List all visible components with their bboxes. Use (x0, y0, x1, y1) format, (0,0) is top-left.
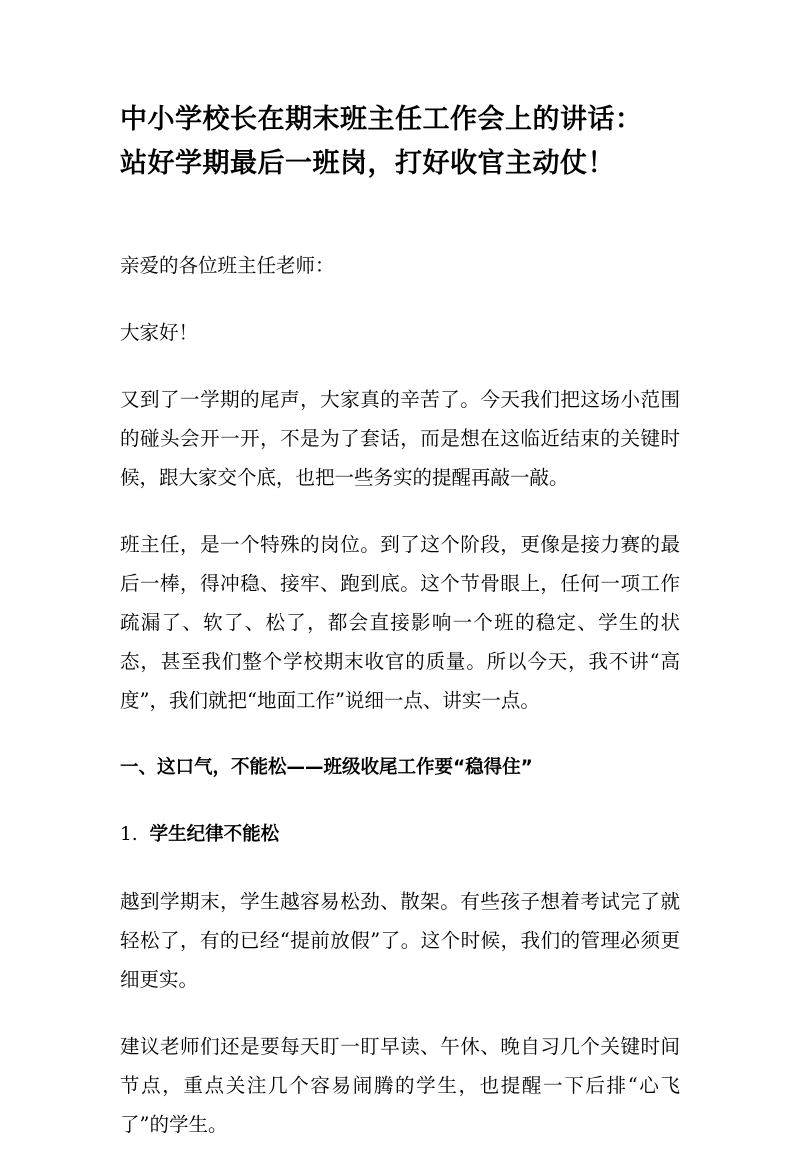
salutation: 亲爱的各位班主任老师： (120, 254, 335, 277)
paragraph-role: 班主任，是一个特殊的岗位。到了这个阶段，更像是接力赛的最后一棒，得冲稳、接牢、跑到底。这个节骨眼上，任何一项工作疏漏了、软了、松了，都会直接影响一个班的稳定、学生的状态，甚至我们整个学校期末收官的质量。所以今天，我不讲“高度”，我们就把“地面工作”说细一点、讲实一点。 (120, 533, 680, 712)
subsection-title: 学生纪律不能松 (149, 824, 280, 845)
greeting: 大家好！ (120, 321, 199, 344)
paragraph-intro: 又到了一学期的尾声，大家真的辛苦了。今天我们把这场小范围的碰头会开一开，不是为了套话，而是想在这临近结束的关键时候，跟大家交个底，也把一些务实的提醒再敲一敲。 (120, 388, 680, 489)
document-title (120, 98, 700, 186)
paragraph-discipline-2: 建议老师们还是要每天盯一盯早读、午休、晚自习几个关键时间节点，重点关注几个容易闹腾的学生，也提醒一下后排“心飞了”的学生。 (120, 1035, 680, 1136)
subsection-heading-1-1 (120, 815, 680, 854)
title-line-1: 中小学校长在期末班主任工作会上的讲话： (120, 104, 643, 135)
paragraph-discipline-1: 越到学期末，学生越容易松劲、散架。有些孩子想着考试完了就轻松了，有的已经“提前放假”了。这个时候，我们的管理必须更细更实。 (120, 890, 680, 991)
title-line-2: 站好学期最后一班岗，打好收官主动仗！ (120, 148, 615, 179)
document-body (120, 246, 680, 1172)
section-heading-1: 一、这口气，不能松——班级收尾工作要“稳得住” (120, 757, 533, 778)
subsection-number: 1. (120, 824, 138, 845)
